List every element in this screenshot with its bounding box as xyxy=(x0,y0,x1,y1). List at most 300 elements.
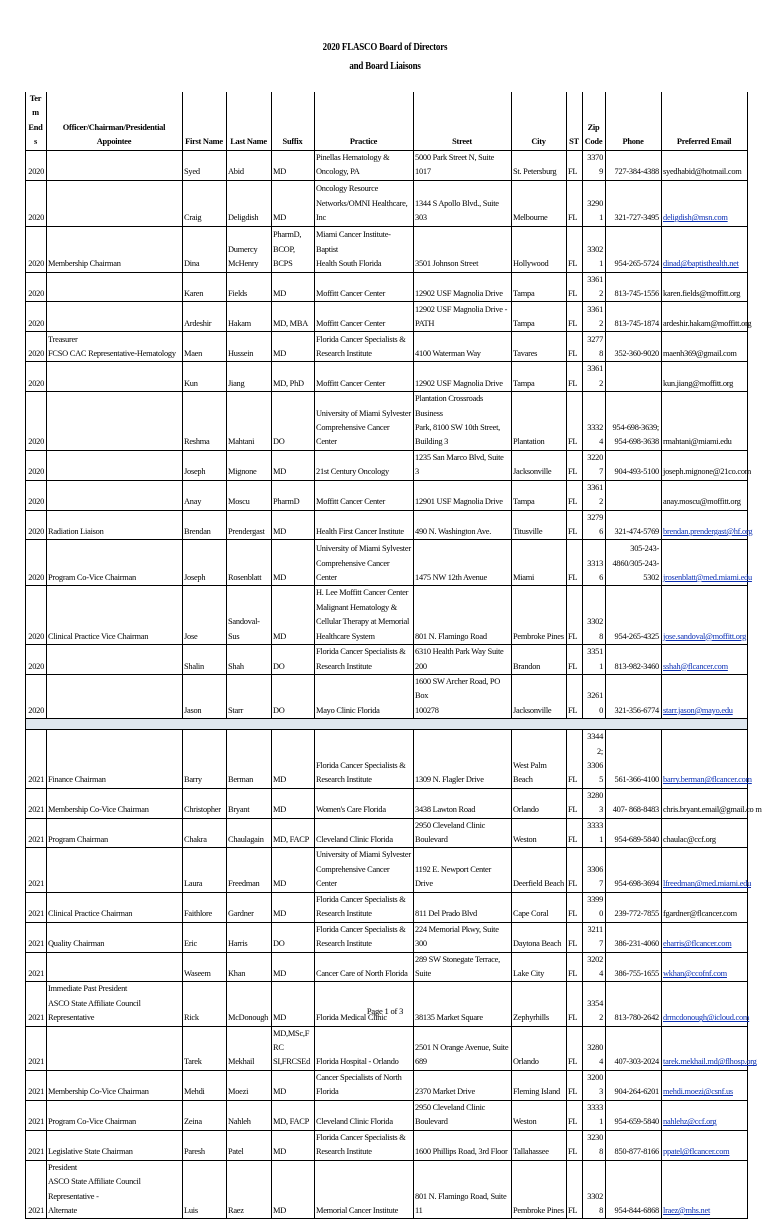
cell-zip: 32803 xyxy=(583,788,606,818)
cell-role: Treasurer FCSO CAC Representative-Hematology xyxy=(47,332,183,362)
cell-first-name: Tarek xyxy=(183,1026,227,1070)
cell-city: Weston xyxy=(512,1100,567,1130)
cell-city: Tavares xyxy=(512,332,567,362)
cell-state: FL xyxy=(567,302,583,332)
cell-first-name: Anay xyxy=(183,480,227,510)
cell-phone: 386-755-1655 xyxy=(606,952,662,982)
email-link[interactable]: lfreedman@med.miami.edu xyxy=(663,879,752,889)
cell-practice: Cancer Care of North Florida xyxy=(315,952,414,982)
cell-email xyxy=(662,674,748,718)
cell-city: Tampa xyxy=(512,272,567,302)
cell-state: FL xyxy=(567,272,583,302)
cell-last-name: Hussein xyxy=(227,332,272,362)
cell-zip: 33709 xyxy=(583,150,606,180)
cell-phone: 407- 868-8483 xyxy=(606,788,662,818)
cell-practice: Florida Cancer Specialists & Research Institute xyxy=(315,892,414,922)
cell-last-name: Moscu xyxy=(227,480,272,510)
term-separator xyxy=(26,719,748,730)
cell-first-name: Luis xyxy=(183,1160,227,1219)
email-link[interactable]: jrosenblatt@med.miami.edu xyxy=(663,572,752,582)
table-row xyxy=(26,540,748,586)
cell-state: FL xyxy=(567,730,583,789)
email-text: chaulac@ccf.org xyxy=(663,835,716,844)
cell-email xyxy=(662,1026,757,1070)
table-row xyxy=(26,922,748,952)
col-city-header: City xyxy=(512,92,567,150)
cell-suffix: MD xyxy=(272,450,315,480)
cell-zip: 32207 xyxy=(583,450,606,480)
cell-last-name: Rosenblatt xyxy=(227,540,272,586)
table-row xyxy=(26,1100,748,1130)
cell-phone: 904-493-5100 xyxy=(606,450,662,480)
cell-last-name: Chaulagain xyxy=(227,818,272,848)
cell-term: 2021 xyxy=(26,1130,47,1160)
email-link[interactable]: drmcdonough@icloud.com xyxy=(663,1013,750,1023)
cell-city: Miami xyxy=(512,540,567,586)
cell-email xyxy=(662,540,752,586)
cell-role: Finance Chairman xyxy=(47,730,183,789)
cell-first-name: Waseem xyxy=(183,952,227,982)
cell-street: 1344 S Apollo Blvd., Suite 303 xyxy=(414,180,512,226)
cell-street: 1309 N. Flagler Drive xyxy=(414,730,512,789)
table-row xyxy=(26,848,748,892)
cell-state: FL xyxy=(567,1130,583,1160)
cell-first-name: Laura xyxy=(183,848,227,892)
cell-email xyxy=(662,892,748,922)
cell-city: Orlando xyxy=(512,788,567,818)
cell-street: 12902 USF Magnolia Drive xyxy=(414,362,512,392)
rows-2020 xyxy=(26,150,753,719)
cell-practice: Florida Cancer Specialists & Research Institute xyxy=(315,644,414,674)
cell-suffix: MD xyxy=(272,332,315,362)
table-row xyxy=(26,1130,748,1160)
cell-last-name: Mahtani xyxy=(227,392,272,451)
cell-email xyxy=(662,644,748,674)
email-link[interactable]: deligdish@msn.com xyxy=(663,213,728,223)
cell-practice: Moffitt Cancer Center xyxy=(315,302,414,332)
table-row xyxy=(26,1026,748,1070)
email-text: anay.moscu@moffitt.org xyxy=(663,497,741,507)
cell-first-name: Christopher xyxy=(183,788,227,818)
cell-email xyxy=(662,730,752,789)
cell-state: FL xyxy=(567,818,583,848)
col-suffix-header: Suffix xyxy=(272,92,315,150)
cell-suffix: DO xyxy=(272,922,315,952)
cell-practice: Memorial Cancer Institute xyxy=(315,1160,414,1219)
cell-suffix: MD xyxy=(272,510,315,540)
cell-term: 2020 xyxy=(26,392,47,451)
col-st-header: ST xyxy=(567,92,583,150)
cell-city: Plantation xyxy=(512,392,567,451)
cell-street: 289 SW Stonegate Terrace, Suite xyxy=(414,952,512,982)
cell-term: 2021 xyxy=(26,788,47,818)
email-link[interactable]: ppatel@flcancer.com xyxy=(663,1147,730,1157)
col-last-header: Last Name xyxy=(227,92,272,150)
cell-first-name: Barry xyxy=(183,730,227,789)
cell-city: Pembroke Pines xyxy=(512,1160,567,1219)
cell-state: FL xyxy=(567,586,583,645)
cell-practice: Pinellas Hematology & Oncology, PA xyxy=(315,150,414,180)
cell-practice: H. Lee Moffitt Cancer Center Malignant Hematology & Cellular Therapy at Memorial Healthcare System xyxy=(315,586,414,645)
cell-street: 2950 Cleveland Clinic Boulevard xyxy=(414,818,512,848)
email-link[interactable]: sshah@flcancer.com xyxy=(663,661,728,671)
cell-street: 3438 Lawton Road xyxy=(414,788,512,818)
cell-state: FL xyxy=(567,510,583,540)
cell-first-name: Mehdi xyxy=(183,1070,227,1100)
col-first-header: First Name xyxy=(183,92,227,150)
cell-suffix: MD xyxy=(272,1160,315,1219)
cell-email xyxy=(662,952,748,982)
cell-zip: 32308 xyxy=(583,1130,606,1160)
cell-state: FL xyxy=(567,480,583,510)
cell-term: 2021 xyxy=(26,952,47,982)
cell-last-name: Khan xyxy=(227,952,272,982)
cell-role xyxy=(47,392,183,451)
cell-first-name: Faithlore xyxy=(183,892,227,922)
cell-practice: Oncology Resource Networks/OMNI Healthcare, Inc xyxy=(315,180,414,226)
cell-suffix: MD, FACP xyxy=(272,1100,315,1130)
cell-role xyxy=(47,362,183,392)
table-row xyxy=(26,818,748,848)
cell-phone: 561-366-4100 xyxy=(606,730,662,789)
cell-first-name: Maen xyxy=(183,332,227,362)
cell-street: 38135 Market Square xyxy=(414,982,512,1026)
cell-practice: Cleveland Clinic Florida xyxy=(315,1100,414,1130)
email-link[interactable]: lraez@mhs.net xyxy=(663,1205,711,1215)
cell-street: 1600 SW Archer Road, PO Box 100278 xyxy=(414,674,512,718)
cell-first-name: Shalin xyxy=(183,644,227,674)
cell-phone: 813-745-1874 xyxy=(606,302,662,332)
email-text: joseph.mignone@21co.com xyxy=(663,467,752,477)
title-line-1: 2020 FLASCO Board of Directors xyxy=(322,42,448,53)
rows-2021 xyxy=(26,730,762,1219)
cell-state: FL xyxy=(567,362,583,392)
cell-email xyxy=(662,302,752,332)
cell-role: Program Chairman xyxy=(47,818,183,848)
cell-practice: University of Miami Sylvester Comprehensive Cancer Center xyxy=(315,848,414,892)
cell-last-name: McDonough xyxy=(227,982,272,1026)
page-footer: Page 1 of 3 xyxy=(366,1006,404,1016)
cell-last-name: Nahleh xyxy=(227,1100,272,1130)
cell-role xyxy=(47,644,183,674)
cell-zip: 32901 xyxy=(583,180,606,226)
cell-role: Program Co-Vice Chairman xyxy=(47,1100,183,1130)
cell-phone: 813-780-2642 xyxy=(606,982,662,1026)
cell-last-name: Sandoval-Sus xyxy=(227,586,272,645)
cell-phone: 813-982-3460 xyxy=(606,644,662,674)
cell-practice: Florida Cancer Specialists & Research Institute xyxy=(315,332,414,362)
cell-email xyxy=(662,480,748,510)
cell-state: FL xyxy=(567,892,583,922)
separator-band xyxy=(26,719,748,730)
cell-practice: Health First Cancer Institute xyxy=(315,510,414,540)
email-link[interactable]: wkhan@ccofnf.com xyxy=(663,969,727,979)
cell-zip: 32796 xyxy=(583,510,606,540)
cell-first-name: Syed xyxy=(183,150,227,180)
email-text: kun.jiang@moffitt.org xyxy=(663,378,734,388)
cell-state: FL xyxy=(567,150,583,180)
cell-suffix: PharmD xyxy=(272,480,315,510)
cell-last-name: Patel xyxy=(227,1130,272,1160)
cell-city: Deerfield Beach xyxy=(512,848,567,892)
cell-state: FL xyxy=(567,450,583,480)
cell-last-name: Starr xyxy=(227,674,272,718)
cell-practice: Florida Hospital - Orlando xyxy=(315,1026,414,1070)
cell-suffix: MD, PhD xyxy=(272,362,315,392)
cell-term: 2021 xyxy=(26,1070,47,1100)
cell-street: 801 N. Flamingo Road, Suite 11 xyxy=(414,1160,512,1219)
cell-email xyxy=(662,272,748,302)
cell-first-name: Brendan xyxy=(183,510,227,540)
cell-email xyxy=(662,1160,748,1219)
cell-email xyxy=(662,922,748,952)
cell-state: FL xyxy=(567,392,583,451)
cell-term: 2021 xyxy=(26,1026,47,1070)
cell-practice: University of Miami Sylvester Comprehensive Cancer Center xyxy=(315,392,414,451)
cell-suffix: MD xyxy=(272,730,315,789)
cell-street: 1600 Phillips Road, 3rd Floor xyxy=(414,1130,512,1160)
board-table xyxy=(25,92,762,1219)
cell-zip: 33331 xyxy=(583,1100,606,1130)
cell-phone: 954-698-3694 xyxy=(606,848,662,892)
email-link[interactable]: brendan.prendergast@hf.org xyxy=(663,526,753,536)
cell-term: 2020 xyxy=(26,540,47,586)
cell-email xyxy=(662,848,752,892)
cell-zip: 33324 xyxy=(583,392,606,451)
cell-phone: 321-727-3495 xyxy=(606,180,662,226)
col-zip-header: Zip Code xyxy=(583,92,606,150)
table-row xyxy=(26,674,748,718)
cell-last-name: Abid xyxy=(227,150,272,180)
cell-city: Lake City xyxy=(512,952,567,982)
cell-suffix: MD, MBA xyxy=(272,302,315,332)
cell-last-name: Prendergast xyxy=(227,510,272,540)
cell-phone: 239-772-7855 xyxy=(606,892,662,922)
cell-phone xyxy=(606,362,662,392)
cell-phone: 813-745-1556 xyxy=(606,272,662,302)
cell-phone: 386-231-4060 xyxy=(606,922,662,952)
cell-term: 2020 xyxy=(26,226,47,272)
cell-city: Tampa xyxy=(512,302,567,332)
cell-role: Program Co-Vice Chairman xyxy=(47,540,183,586)
cell-phone: 321-356-6774 xyxy=(606,674,662,718)
cell-zip: 33612 xyxy=(583,272,606,302)
cell-last-name: Raez xyxy=(227,1160,272,1219)
cell-state: FL xyxy=(567,332,583,362)
cell-role: Membership Co-Vice Chairman xyxy=(47,788,183,818)
cell-last-name: Bryant xyxy=(227,788,272,818)
table-row xyxy=(26,450,748,480)
cell-street: 4100 Waterman Way xyxy=(414,332,512,362)
cell-term: 2020 xyxy=(26,362,47,392)
cell-email xyxy=(662,1100,748,1130)
cell-first-name: Dina xyxy=(183,226,227,272)
cell-term: 2020 xyxy=(26,272,47,302)
cell-zip: 33028 xyxy=(583,586,606,645)
cell-zip: 32778 xyxy=(583,332,606,362)
cell-state: FL xyxy=(567,226,583,272)
table-row xyxy=(26,892,748,922)
cell-zip: 33990 xyxy=(583,892,606,922)
cell-suffix: MD xyxy=(272,150,315,180)
cell-email xyxy=(662,1070,748,1100)
cell-phone: 954-698-3639; 954-698-3638 xyxy=(606,392,662,451)
cell-suffix: MD xyxy=(272,272,315,302)
cell-practice: Moffitt Cancer Center xyxy=(315,272,414,302)
email-text: fgardner@flcancer.com xyxy=(663,909,737,919)
cell-practice: Moffitt Cancer Center xyxy=(315,480,414,510)
table-row xyxy=(26,392,748,451)
cell-zip: 33511 xyxy=(583,644,606,674)
cell-suffix: DO xyxy=(272,392,315,451)
cell-email xyxy=(662,818,748,848)
cell-state: FL xyxy=(567,848,583,892)
email-link[interactable]: dinad@baptisthealth.net xyxy=(663,259,739,269)
cell-suffix: MD xyxy=(272,586,315,645)
cell-term: 2020 xyxy=(26,644,47,674)
cell-role xyxy=(47,848,183,892)
cell-state: FL xyxy=(567,982,583,1026)
cell-role xyxy=(47,1026,183,1070)
cell-term: 2020 xyxy=(26,674,47,718)
email-text: chris.bryant.email@gmail.co m xyxy=(663,805,762,815)
cell-suffix: MD xyxy=(272,540,315,586)
email-link[interactable]: starr.jason@mayo.edu xyxy=(663,705,733,715)
cell-zip: 33612 xyxy=(583,302,606,332)
cell-street: 1475 NW 12th Avenue xyxy=(414,540,512,586)
cell-practice: University of Miami Sylvester Comprehensive Cancer Center xyxy=(315,540,414,586)
cell-state: FL xyxy=(567,180,583,226)
cell-last-name: Deligdish xyxy=(227,180,272,226)
cell-first-name: Craig xyxy=(183,180,227,226)
cell-street: 2950 Cleveland Clinic Boulevard xyxy=(414,1100,512,1130)
table-row xyxy=(26,332,748,362)
cell-city: Orlando xyxy=(512,1026,567,1070)
cell-street: 5000 Park Street N, Suite 1017 xyxy=(414,150,512,180)
cell-city: Weston xyxy=(512,818,567,848)
cell-street: 2370 Market Drive xyxy=(414,1070,512,1100)
email-link[interactable]: tarek.mekhail.md@flhosp.org xyxy=(663,1057,757,1067)
email-link[interactable]: barry.berman@flcancer.com xyxy=(663,775,752,785)
cell-first-name: Ardeshir xyxy=(183,302,227,332)
cell-state: FL xyxy=(567,1100,583,1130)
col-term-header: Term Ends xyxy=(26,92,47,150)
table-row xyxy=(26,180,748,226)
cell-role: Membership Co-Vice Chairman xyxy=(47,1070,183,1100)
cell-term: 2020 xyxy=(26,302,47,332)
cell-state: FL xyxy=(567,644,583,674)
document-title xyxy=(0,38,770,76)
cell-street: 12902 USF Magnolia Drive - PATH xyxy=(414,302,512,332)
cell-city: West Palm Beach xyxy=(512,730,567,789)
email-link[interactable]: mehdi.moezi@csnf.us xyxy=(663,1087,733,1097)
cell-suffix: PharmD, BCOP, BCPS xyxy=(272,226,315,272)
cell-city: Daytona Beach xyxy=(512,922,567,952)
cell-term: 2020 xyxy=(26,180,47,226)
cell-suffix: MD, FACP xyxy=(272,818,315,848)
table-row xyxy=(26,302,748,332)
cell-city: Fleming Island xyxy=(512,1070,567,1100)
email-link[interactable]: nahlehz@ccf.org xyxy=(663,1117,717,1127)
table-row xyxy=(26,362,748,392)
cell-state: FL xyxy=(567,952,583,982)
col-phone-header: Phone xyxy=(606,92,662,150)
email-link[interactable]: jose.sandoval@moffitt.org xyxy=(663,631,747,641)
cell-last-name: Freedman xyxy=(227,848,272,892)
email-link[interactable]: eharris@flcancer.com xyxy=(663,939,732,949)
cell-role xyxy=(47,302,183,332)
email-text: syedhabid@hotmail.com xyxy=(663,167,742,177)
cell-role: Membership Chairman xyxy=(47,226,183,272)
cell-practice: Women's Care Florida xyxy=(315,788,414,818)
cell-role xyxy=(47,450,183,480)
cell-last-name: Harris xyxy=(227,922,272,952)
cell-zip: 33442; 33065 xyxy=(583,730,606,789)
cell-last-name: Gardner xyxy=(227,892,272,922)
cell-practice: Miami Cancer Institute-Baptist Health South Florida xyxy=(315,226,414,272)
cell-role: Radiation Liaison xyxy=(47,510,183,540)
cell-practice: Florida Cancer Specialists & Research Institute xyxy=(315,730,414,789)
cell-term: 2020 xyxy=(26,586,47,645)
title-line-2: and Board Liaisons xyxy=(349,61,421,72)
cell-state: FL xyxy=(567,540,583,586)
cell-last-name: Mignone xyxy=(227,450,272,480)
cell-phone: 321-474-5769 xyxy=(606,510,662,540)
cell-zip: 32117 xyxy=(583,922,606,952)
cell-practice: Mayo Clinic Florida xyxy=(315,674,414,718)
cell-term: 2020 xyxy=(26,332,47,362)
cell-street: 801 N. Flamingo Road xyxy=(414,586,512,645)
table-row xyxy=(26,1070,748,1100)
cell-suffix: DO xyxy=(272,644,315,674)
cell-last-name: Jiang xyxy=(227,362,272,392)
cell-phone: 954-265-4325 xyxy=(606,586,662,645)
cell-city: Melbourne xyxy=(512,180,567,226)
cell-role: Immediate Past President ASCO State Affiliate Council Representative xyxy=(47,982,183,1026)
table-row xyxy=(26,982,748,1026)
cell-street: 490 N. Washington Ave. xyxy=(414,510,512,540)
cell-role: Quality Chairman xyxy=(47,922,183,952)
cell-email xyxy=(662,788,762,818)
cell-street: 12901 USF Magnolia Drive xyxy=(414,480,512,510)
cell-phone: 904-264-6201 xyxy=(606,1070,662,1100)
cell-zip: 32804 xyxy=(583,1026,606,1070)
cell-role xyxy=(47,272,183,302)
cell-first-name: Paresh xyxy=(183,1130,227,1160)
cell-first-name: Joseph xyxy=(183,450,227,480)
cell-suffix: MD xyxy=(272,180,315,226)
cell-phone: 727-384-4388 xyxy=(606,150,662,180)
cell-state: FL xyxy=(567,1026,583,1070)
cell-city: Tampa xyxy=(512,480,567,510)
cell-first-name: Karen xyxy=(183,272,227,302)
cell-practice: Cleveland Clinic Florida xyxy=(315,818,414,848)
cell-suffix: MD xyxy=(272,982,315,1026)
cell-role xyxy=(47,952,183,982)
email-text: maenh369@gmail.com xyxy=(663,349,737,359)
table-row xyxy=(26,952,748,982)
cell-term: 2021 xyxy=(26,982,47,1026)
col-street-header: Street xyxy=(414,92,512,150)
table-row xyxy=(26,644,748,674)
cell-term: 2020 xyxy=(26,480,47,510)
cell-last-name: Berman xyxy=(227,730,272,789)
cell-term: 2021 xyxy=(26,848,47,892)
cell-role xyxy=(47,480,183,510)
cell-zip: 32610 xyxy=(583,674,606,718)
cell-email xyxy=(662,450,752,480)
cell-email xyxy=(662,392,748,451)
